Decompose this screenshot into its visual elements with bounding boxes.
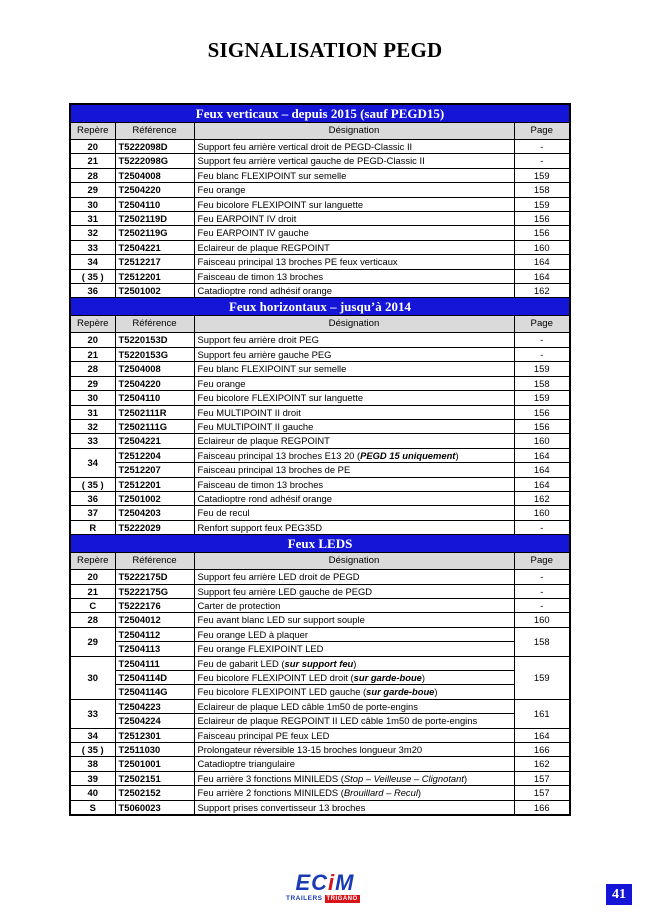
header-page: Page bbox=[514, 316, 570, 333]
cell-page: 160 bbox=[514, 434, 570, 448]
page-title: SIGNALISATION PEGD bbox=[207, 38, 443, 62]
cell-repere: 33 bbox=[70, 434, 115, 448]
table-row bbox=[70, 570, 570, 584]
cell-reference: T2504111 bbox=[115, 656, 194, 670]
cell-reference: T2504223 bbox=[115, 699, 194, 713]
cell-reference: T2512217 bbox=[115, 255, 194, 269]
table-row bbox=[70, 800, 570, 815]
table-row bbox=[70, 520, 570, 534]
table-row bbox=[70, 154, 570, 168]
table-row bbox=[70, 714, 570, 728]
header-repere: Repère bbox=[70, 553, 115, 570]
cell-repere: 40 bbox=[70, 786, 115, 800]
cell-page: - bbox=[514, 570, 570, 584]
cell-reference: T5222098G bbox=[115, 154, 194, 168]
cell-repere: 30 bbox=[70, 197, 115, 211]
cell-page: 157 bbox=[514, 771, 570, 785]
cell-repere: 28 bbox=[70, 613, 115, 627]
cell-designation: Feu de gabarit LED (sur support feu) bbox=[194, 656, 514, 670]
column-header-row bbox=[70, 316, 570, 333]
cell-repere: 34 bbox=[70, 448, 115, 477]
cell-designation: Feu arrière 2 fonctions MINILEDS (Brouillard – Recul) bbox=[194, 786, 514, 800]
cell-repere: 34 bbox=[70, 728, 115, 742]
cell-designation: Feu EARPOINT IV gauche bbox=[194, 226, 514, 240]
cell-designation: Eclaireur de plaque REGPOINT II LED câble 1m50 de porte-engins bbox=[194, 714, 514, 728]
cell-reference: T5060023 bbox=[115, 800, 194, 815]
cell-reference: T2504221 bbox=[115, 240, 194, 254]
cell-reference: T2504114G bbox=[115, 685, 194, 699]
table-row bbox=[70, 333, 570, 347]
table-row bbox=[70, 405, 570, 419]
table-row bbox=[70, 255, 570, 269]
cell-page: 162 bbox=[514, 491, 570, 505]
cell-designation: Support feu arrière LED droit de PEGD bbox=[194, 570, 514, 584]
cell-page: 156 bbox=[514, 419, 570, 433]
cell-page: 160 bbox=[514, 613, 570, 627]
cell-repere: ( 35 ) bbox=[70, 477, 115, 491]
cell-designation: Faisceau principal 13 broches de PE bbox=[194, 463, 514, 477]
table-row bbox=[70, 506, 570, 520]
table-row bbox=[70, 728, 570, 742]
cell-page: 164 bbox=[514, 728, 570, 742]
cell-repere: ( 35 ) bbox=[70, 743, 115, 757]
table-row bbox=[70, 757, 570, 771]
cell-reference: T2504113 bbox=[115, 642, 194, 656]
header-page: Page bbox=[514, 553, 570, 570]
cell-designation: Faisceau principal PE feux LED bbox=[194, 728, 514, 742]
cell-designation: Feu orange LED à plaquer bbox=[194, 627, 514, 641]
cell-page: 158 bbox=[514, 183, 570, 197]
cell-repere: 34 bbox=[70, 255, 115, 269]
cell-page: 164 bbox=[514, 448, 570, 462]
cell-designation: Catadioptre rond adhésif orange bbox=[194, 284, 514, 298]
cell-designation: Eclaireur de plaque REGPOINT bbox=[194, 240, 514, 254]
cell-page: 159 bbox=[514, 362, 570, 376]
cell-reference: T2512207 bbox=[115, 463, 194, 477]
column-header-row bbox=[70, 553, 570, 570]
cell-designation: Feu MULTIPOINT II droit bbox=[194, 405, 514, 419]
header-designation: Désignation bbox=[194, 316, 514, 333]
cell-page: 161 bbox=[514, 699, 570, 728]
section-header bbox=[70, 104, 570, 123]
cell-reference: T2504012 bbox=[115, 613, 194, 627]
cell-designation: Eclaireur de plaque LED câble 1m50 de porte-engins bbox=[194, 699, 514, 713]
table-row bbox=[70, 347, 570, 361]
ecim-logo bbox=[280, 872, 370, 906]
cell-repere: 36 bbox=[70, 491, 115, 505]
table-row bbox=[70, 656, 570, 670]
header-repere: Repère bbox=[70, 123, 115, 140]
table-row bbox=[70, 376, 570, 390]
cell-repere: 33 bbox=[70, 240, 115, 254]
cell-reference: T5220153G bbox=[115, 347, 194, 361]
table-row bbox=[70, 463, 570, 477]
cell-repere: 39 bbox=[70, 771, 115, 785]
cell-page: 159 bbox=[514, 197, 570, 211]
cell-repere: 30 bbox=[70, 656, 115, 699]
header-reference: Référence bbox=[115, 316, 194, 333]
cell-designation: Feu orange bbox=[194, 376, 514, 390]
cell-reference: T2502111G bbox=[115, 419, 194, 433]
cell-reference: T5222175G bbox=[115, 584, 194, 598]
cell-repere: 30 bbox=[70, 391, 115, 405]
table-row bbox=[70, 743, 570, 757]
header-reference: Référence bbox=[115, 553, 194, 570]
table-row bbox=[70, 391, 570, 405]
cell-repere: S bbox=[70, 800, 115, 815]
cell-reference: T5222175D bbox=[115, 570, 194, 584]
cell-designation: Support feu arrière vertical gauche de PEGD-Classic II bbox=[194, 154, 514, 168]
cell-repere: 31 bbox=[70, 212, 115, 226]
cell-page: 159 bbox=[514, 391, 570, 405]
cell-page: 156 bbox=[514, 212, 570, 226]
table-row bbox=[70, 685, 570, 699]
cell-reference: T2504110 bbox=[115, 391, 194, 405]
table-row bbox=[70, 419, 570, 433]
cell-designation: Feu orange bbox=[194, 183, 514, 197]
cell-page: 162 bbox=[514, 284, 570, 298]
column-header-row bbox=[70, 123, 570, 140]
table-row bbox=[70, 226, 570, 240]
table-row bbox=[70, 786, 570, 800]
cell-reference: T2502119G bbox=[115, 226, 194, 240]
cell-reference: T5222176 bbox=[115, 598, 194, 612]
cell-designation: Support prises convertisseur 13 broches bbox=[194, 800, 514, 815]
cell-repere: 29 bbox=[70, 376, 115, 390]
table-row bbox=[70, 477, 570, 491]
cell-designation: Renfort support feux PEG35D bbox=[194, 520, 514, 534]
cell-page: - bbox=[514, 598, 570, 612]
table-row bbox=[70, 197, 570, 211]
cell-repere: 28 bbox=[70, 362, 115, 376]
table-row bbox=[70, 362, 570, 376]
table-row bbox=[70, 168, 570, 182]
cell-designation: Feu arrière 3 fonctions MINILEDS (Stop – Veilleuse – Clignotant) bbox=[194, 771, 514, 785]
cell-page: - bbox=[514, 140, 570, 154]
table-row bbox=[70, 627, 570, 641]
parts-table bbox=[69, 103, 571, 816]
cell-repere: 28 bbox=[70, 168, 115, 182]
cell-repere: 21 bbox=[70, 347, 115, 361]
table-row bbox=[70, 613, 570, 627]
cell-page: 159 bbox=[514, 168, 570, 182]
cell-page: 164 bbox=[514, 477, 570, 491]
section-title: Feux LEDS bbox=[70, 535, 570, 553]
cell-page: - bbox=[514, 520, 570, 534]
cell-reference: T2504203 bbox=[115, 506, 194, 520]
cell-repere: 31 bbox=[70, 405, 115, 419]
cell-reference: T5222098D bbox=[115, 140, 194, 154]
cell-repere: R bbox=[70, 520, 115, 534]
cell-reference: T5220153D bbox=[115, 333, 194, 347]
table-row bbox=[70, 269, 570, 283]
cell-designation: Support feu arrière vertical droit de PEGD-Classic II bbox=[194, 140, 514, 154]
cell-designation: Faisceau principal 13 broches E13 20 (PEGD 15 uniquement) bbox=[194, 448, 514, 462]
cell-designation: Feu blanc FLEXIPOINT sur semelle bbox=[194, 168, 514, 182]
header-designation: Désignation bbox=[194, 123, 514, 140]
cell-reference: T2504112 bbox=[115, 627, 194, 641]
cell-page: 164 bbox=[514, 269, 570, 283]
section-header bbox=[70, 535, 570, 553]
cell-designation: Faisceau de timon 13 broches bbox=[194, 269, 514, 283]
cell-page: 159 bbox=[514, 656, 570, 699]
table-row bbox=[70, 771, 570, 785]
cell-designation: Feu bicolore FLEXIPOINT sur languette bbox=[194, 197, 514, 211]
cell-repere: 21 bbox=[70, 154, 115, 168]
cell-reference: T2504224 bbox=[115, 714, 194, 728]
cell-repere: 20 bbox=[70, 333, 115, 347]
table-row bbox=[70, 284, 570, 298]
cell-reference: T2504110 bbox=[115, 197, 194, 211]
section-title: Feux horizontaux – jusqu’à 2014 bbox=[70, 298, 570, 316]
cell-reference: T2504008 bbox=[115, 168, 194, 182]
cell-repere: 20 bbox=[70, 140, 115, 154]
cell-repere: 32 bbox=[70, 226, 115, 240]
cell-page: 160 bbox=[514, 240, 570, 254]
cell-repere: 36 bbox=[70, 284, 115, 298]
cell-designation: Feu bicolore FLEXIPOINT sur languette bbox=[194, 391, 514, 405]
cell-designation: Feu avant blanc LED sur support souple bbox=[194, 613, 514, 627]
table-row bbox=[70, 212, 570, 226]
table-row bbox=[70, 598, 570, 612]
table-row bbox=[70, 642, 570, 656]
header-reference: Référence bbox=[115, 123, 194, 140]
cell-page: 164 bbox=[514, 463, 570, 477]
cell-reference: T2504221 bbox=[115, 434, 194, 448]
cell-page: - bbox=[514, 154, 570, 168]
cell-repere: ( 35 ) bbox=[70, 269, 115, 283]
cell-repere: C bbox=[70, 598, 115, 612]
cell-reference: T2504008 bbox=[115, 362, 194, 376]
cell-designation: Feu de recul bbox=[194, 506, 514, 520]
cell-designation: Eclaireur de plaque REGPOINT bbox=[194, 434, 514, 448]
cell-page: 162 bbox=[514, 757, 570, 771]
cell-designation: Carter de protection bbox=[194, 598, 514, 612]
cell-repere: 21 bbox=[70, 584, 115, 598]
cell-designation: Support feu arrière gauche PEG bbox=[194, 347, 514, 361]
cell-reference: T2501001 bbox=[115, 757, 194, 771]
cell-designation: Feu EARPOINT IV droit bbox=[194, 212, 514, 226]
cell-reference: T2512204 bbox=[115, 448, 194, 462]
cell-designation: Support feu arrière LED gauche de PEGD bbox=[194, 584, 514, 598]
table-row bbox=[70, 140, 570, 154]
cell-reference: T2502111R bbox=[115, 405, 194, 419]
cell-page: 158 bbox=[514, 376, 570, 390]
cell-page: 164 bbox=[514, 255, 570, 269]
cell-designation: Prolongateur réversible 13-15 broches longueur 3m20 bbox=[194, 743, 514, 757]
table-row bbox=[70, 491, 570, 505]
cell-page: 158 bbox=[514, 627, 570, 656]
table-row bbox=[70, 240, 570, 254]
cell-page: 156 bbox=[514, 405, 570, 419]
cell-page: - bbox=[514, 333, 570, 347]
cell-reference: T2512201 bbox=[115, 477, 194, 491]
cell-reference: T2512301 bbox=[115, 728, 194, 742]
header-page: Page bbox=[514, 123, 570, 140]
cell-repere: 33 bbox=[70, 699, 115, 728]
cell-designation: Catadioptre triangulaire bbox=[194, 757, 514, 771]
table-row bbox=[70, 584, 570, 598]
table-row bbox=[70, 448, 570, 462]
cell-designation: Catadioptre rond adhésif orange bbox=[194, 491, 514, 505]
section-header bbox=[70, 298, 570, 316]
cell-reference: T2504114D bbox=[115, 671, 194, 685]
cell-repere: 29 bbox=[70, 183, 115, 197]
cell-page: - bbox=[514, 347, 570, 361]
cell-page: 157 bbox=[514, 786, 570, 800]
cell-page: 166 bbox=[514, 743, 570, 757]
cell-reference: T2502152 bbox=[115, 786, 194, 800]
cell-page: 160 bbox=[514, 506, 570, 520]
cell-designation: Feu blanc FLEXIPOINT sur semelle bbox=[194, 362, 514, 376]
cell-repere: 37 bbox=[70, 506, 115, 520]
cell-repere: 20 bbox=[70, 570, 115, 584]
cell-reference: T2501002 bbox=[115, 491, 194, 505]
cell-designation: Feu orange FLEXIPOINT LED bbox=[194, 642, 514, 656]
cell-repere: 29 bbox=[70, 627, 115, 656]
cell-designation: Faisceau principal 13 broches PE feux verticaux bbox=[194, 255, 514, 269]
logo-wordmark: ECiM bbox=[295, 870, 355, 895]
cell-designation: Feu MULTIPOINT II gauche bbox=[194, 419, 514, 433]
cell-designation: Support feu arrière droit PEG bbox=[194, 333, 514, 347]
logo-subtitle: TRAILERS TRIGANO bbox=[286, 895, 358, 902]
cell-repere: 38 bbox=[70, 757, 115, 771]
cell-reference: T5222029 bbox=[115, 520, 194, 534]
table-row bbox=[70, 671, 570, 685]
cell-reference: T2501002 bbox=[115, 284, 194, 298]
header-repere: Repère bbox=[70, 316, 115, 333]
cell-page: 156 bbox=[514, 226, 570, 240]
cell-reference: T2511030 bbox=[115, 743, 194, 757]
table-row bbox=[70, 434, 570, 448]
cell-repere: 32 bbox=[70, 419, 115, 433]
header-designation: Désignation bbox=[194, 553, 514, 570]
cell-reference: T2502119D bbox=[115, 212, 194, 226]
cell-reference: T2502151 bbox=[115, 771, 194, 785]
table-row bbox=[70, 183, 570, 197]
cell-page: 166 bbox=[514, 800, 570, 815]
cell-reference: T2504220 bbox=[115, 183, 194, 197]
cell-designation: Faisceau de timon 13 broches bbox=[194, 477, 514, 491]
cell-page: - bbox=[514, 584, 570, 598]
cell-designation: Feu bicolore FLEXIPOINT LED droit (sur garde-boue) bbox=[194, 671, 514, 685]
cell-designation: Feu bicolore FLEXIPOINT LED gauche (sur garde-boue) bbox=[194, 685, 514, 699]
page-number: 41 bbox=[606, 884, 632, 905]
section-title: Feux verticaux – depuis 2015 (sauf PEGD15) bbox=[70, 104, 570, 123]
cell-reference: T2504220 bbox=[115, 376, 194, 390]
table-row bbox=[70, 699, 570, 713]
cell-reference: T2512201 bbox=[115, 269, 194, 283]
